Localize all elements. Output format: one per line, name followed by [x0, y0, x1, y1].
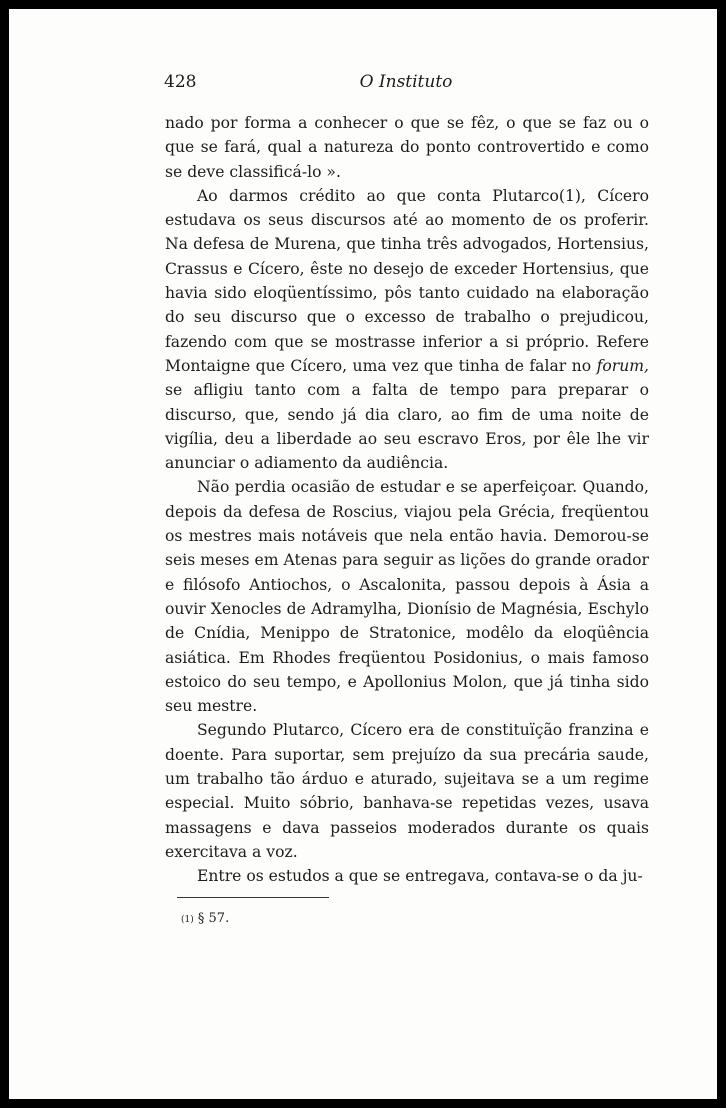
footnote-reference: (1)	[558, 186, 581, 205]
paragraph-3: Não perdia ocasião de estudar e se aperfeiçoar. Quando, depois da defesa de Roscius, viajou pela Grécia, freqüentou os mestres mais notáveis que nela então havia. Demorou-se seis meses em Atenas para seguir as lições do grande orador e filósofo Antiochos, o Ascalonita, passou depois à Ásia a ouvir Xenocles de Adramylha, Dionísio de Magnésia, Eschylo de Cnídia, Menippo de Stratonice, modêlo da eloqüência asiática. Em Rhodes freqüentou Posidonius, o mais famoso estoico do seu tempo, e Apollonius Molon, que já tinha sido seu mestre.	[165, 478, 649, 716]
journal-title: O Instituto	[359, 72, 453, 92]
paragraph-4: Segundo Plutarco, Cícero era de constituïção franzina e doente. Para suportar, sem prejuízo da sua precária saude, um trabalho tão árduo e aturado, sujeitava se a um regime especial. Muito sóbrio, banhava-se repetidas vezes, usava massagens e dava passeios moderados durante os quais exercitava a voz.	[165, 721, 649, 861]
page-number: 428	[164, 72, 197, 92]
paragraph-2-start: Ao darmos crédito ao que conta Plutarco	[197, 186, 559, 205]
paragraph-1: nado por forma a conhecer o que se fêz, o que se faz ou o que se fará, qual a natureza do ponto controvertido e como se deve classificá-lo ».	[165, 114, 649, 181]
footnote-text: § 57.	[197, 911, 230, 926]
running-head	[164, 72, 648, 98]
paragraph-5: Entre os estudos a que se entregava, contava-se o da ju-	[197, 867, 643, 886]
footnote-marker: (1)	[181, 915, 194, 925]
paragraph-2-middle: , Cícero estudava os seus discursos até ao momento de os proferir. Na defesa de Murena, que tinha três advogados, Hortensius, Crassus e Cícero, êste no desejo de exceder Hortensius, que havia sido eloqüentíssimo, pôs tanto cuidado na elaboração do seu discurso que o excesso de trabalho o prejudicou, fazendo com que se mostrasse inferior a si próprio. Refere Montaigne que Cícero, uma vez que tinha de falar no	[165, 186, 650, 375]
forum-word: forum,	[596, 356, 649, 375]
paragraph-2-end: se afligiu tanto com a falta de tempo para preparar o discurso, que, sendo já dia claro, ao fim de uma noite de vigília, deu a liberdade ao seu escravo Eros, por êle lhe vir anunciar o adiamento da audiência.	[165, 381, 649, 473]
footnote-rule	[177, 897, 329, 898]
footnote	[181, 911, 229, 926]
body-text	[165, 111, 649, 889]
book-page	[9, 9, 717, 1099]
paragraph-2	[165, 184, 649, 476]
